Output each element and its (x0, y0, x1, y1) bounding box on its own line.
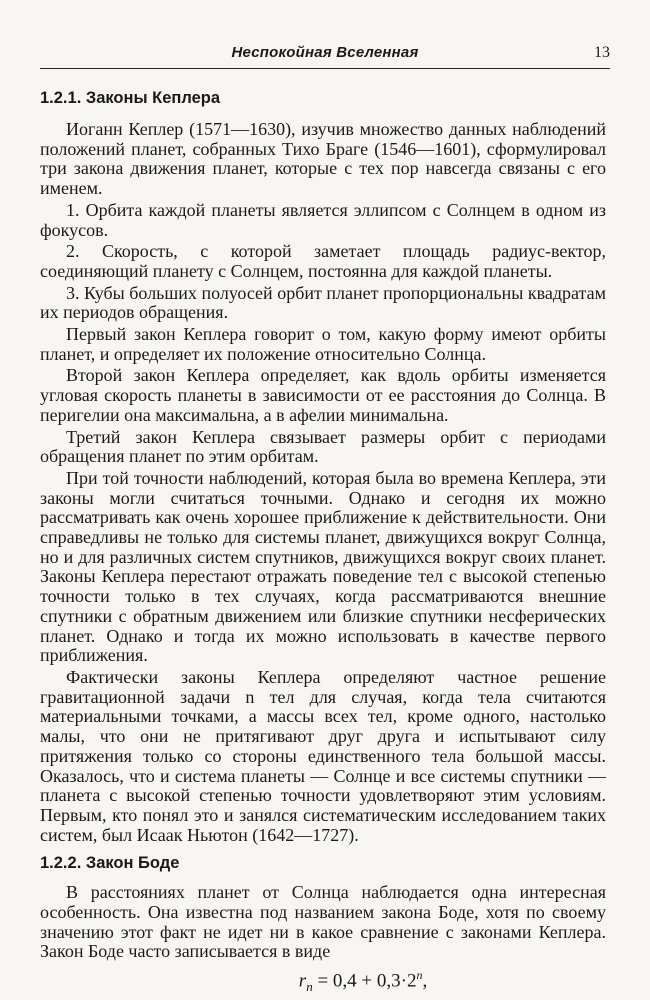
formula-exponent: n (416, 968, 423, 983)
formula-subscript: n (306, 979, 313, 995)
running-title: Неспокойная Вселенная (231, 44, 419, 61)
section-heading-bode-law: 1.2.2. Закон Боде (40, 854, 180, 873)
paragraph: Третий закон Кеплера связывает размеры орбит с периодами обращения планет по этим орбитам. (40, 426, 606, 467)
page-number: 13 (594, 44, 610, 61)
paragraph-law-2: 2. Скорость, с которой заметает площадь радиус-вектор, соединяющий планету с Солнцем, постоянна для каждой планеты. (40, 241, 606, 281)
formula-rhs: = 0,4 + 0,3·2 (312, 970, 417, 992)
paragraph-law-3: 3. Кубы больших полуосей орбит планет пропорциональны квадратам их периодов обращения. (40, 282, 606, 323)
page-content (40, 78, 606, 997)
paragraph: При той точности наблюдений, которая была во времена Кеплера, эти законы могли считаться точными. Однако и сегодня их можно рассматривать как очень хорошее приближение к действительности. Они справедливы не только для системы планет, движущихся вокруг Солнца, но и для различных систем спутников, движущихся вокруг своих планет. Законы Кеплера перестают отражать поведение тел с высокой степенью точности только в тех случаях, когда рассматриваются внешние спутники с обратным движением или близкие спутники несферических планет. Однако и тогда их можно использовать в качестве первого приближения. (40, 467, 606, 666)
paragraph: Фактически законы Кеплера определяют частное решение гравитационной задачи n тел для случая, когда тела считаются материальными точками, а массы всех тел, кроме одного, настолько малы, что они не притягивают друг друга и испытывают силу притяжения только со стороны единственного тела большой массы. Оказалось, что и система планеты — Солнце и все системы спутники — планета с высокой степенью точности удовлетворяют этим условиям. Первым, кто понял это и занялся систематическим исследованием таких систем, был Исаак Ньютон (1642—1727). (40, 666, 606, 845)
paragraph-law-1: 1. Орбита каждой планеты является эллипсом с Солнцем в одном из фокусов. (40, 199, 606, 240)
paragraph: Первый закон Кеплера говорит о том, какую форму имеют орбиты планет, и определяет их положение относительно Солнца. (40, 324, 606, 364)
formula-tail: , (422, 970, 428, 992)
section-heading-kepler-laws: 1.2.1. Законы Кеплера (40, 89, 221, 107)
paragraph: Иоганн Кеплер (1571—1630), изучив множество данных наблюдений положений планет, собранных Тихо Браге (1546—1601), сформулировал три закона движения планет, которые с тех пор навсегда связаны с его именем. (40, 119, 606, 199)
formula-variable: r (298, 970, 307, 992)
paragraph: Второй закон Кеплера определяет, как вдоль орбиты изменяется угловая скорость планеты в зависимости от ее расстояния до Солнца. В перигелии она максимальна, а в афелии минимальна. (40, 365, 606, 425)
bode-formula (40, 966, 606, 997)
running-head (40, 42, 610, 69)
paragraph: В расстояниях планет от Солнца наблюдается одна интересная особенность. Она известна под названием закона Боде, хотя по своему значению этот факт не идет ни в какое сравнение с законами Кеплера. Закон Боде часто записывается в виде (40, 882, 606, 962)
